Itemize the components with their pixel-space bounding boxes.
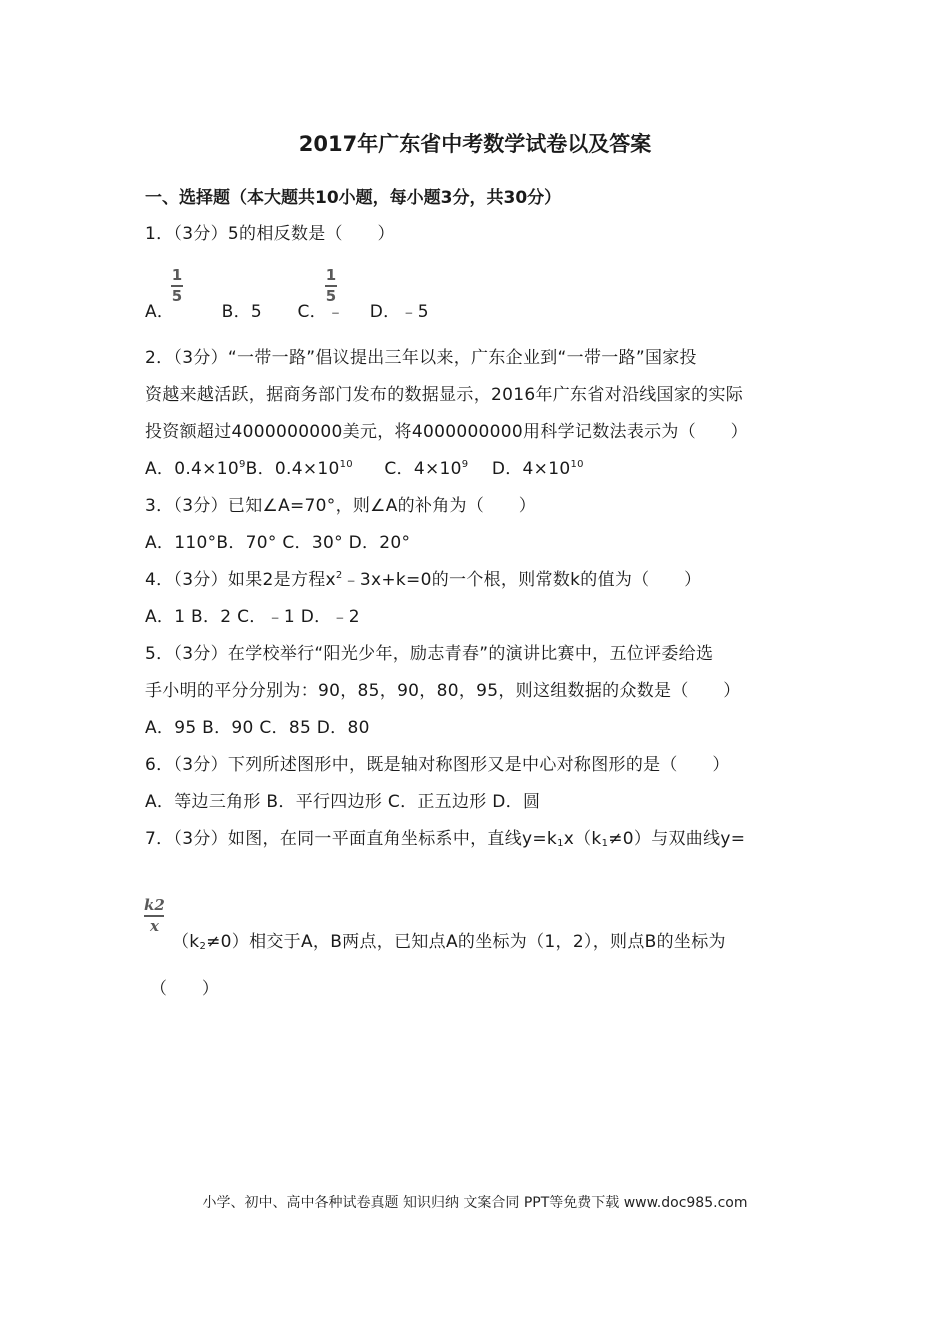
question-7-answer-blank: （ ） (150, 979, 220, 999)
question-2-line-1: 2．（3分）“一带一路”倡议提出三年以来，广东企业到“一带一路”国家投 (145, 348, 697, 368)
question-5-options: A．95 B．90 C．85 D．80 (145, 718, 370, 738)
option-c: C．$4\times 10^9$ (384, 459, 469, 479)
question-4-options: A．1 B．2 C．﹣1 D．﹣2 (145, 607, 360, 627)
fraction-one-fifth-a: 1 5 (171, 266, 183, 305)
question-2-options (145, 454, 584, 479)
question-6-stem: 6．（3分）下列所述图形中，既是轴对称图形又是中心对称图形的是（ ） (145, 755, 730, 775)
fraction-k2-over-x: k2 x (144, 896, 165, 935)
document-title: 2017年广东省中考数学试卷以及答案 (298, 132, 652, 156)
option-c-label: C．﹣ (297, 302, 345, 322)
option-b: B．$0.4\times 10^{10}$ (245, 459, 353, 479)
question-5-line-1: 5．（3分）在学校举行“阳光少年，励志青春”的演讲比赛中，五位评委给选 (145, 644, 714, 664)
question-6-options: A．等边三角形 B．平行四边形 C．正五边形 D．圆 (145, 792, 541, 812)
option-b: B．5 (221, 302, 263, 322)
question-1-options (145, 297, 429, 322)
question-5-line-2: 手小明的平分分别为：90，85，90，80，95，则这组数据的众数是（ ） (145, 681, 741, 701)
fraction-one-fifth-c: 1 5 (325, 266, 337, 305)
option-d: D．$4\times 10^{10}$ (491, 459, 584, 479)
option-a-label: A． (145, 302, 175, 322)
question-1-stem: 1．（3分）5的相反数是（ ） (145, 224, 395, 244)
question-3-options: A．110°B．70° C．30° D．20° (145, 533, 411, 553)
question-2-line-3: 投资额超过4000000000美元，将4000000000用科学记数法表示为（ ） (145, 422, 748, 442)
question-2-line-2: 资越来越活跃，据商务部门发布的数据显示，2016年广东省对沿线国家的实际 (145, 385, 744, 405)
page-footer: 小学、初中、高中各种试卷真题 知识归纳 文案合同 PPT等免费下载 www.doc985.com (202, 1195, 748, 1211)
option-d: D．﹣5 (369, 302, 429, 322)
question-3-stem: 3．（3分）已知∠A=70°，则∠A的补角为（ ） (145, 496, 537, 516)
section-heading: 一、选择题（本大题共10小题，每小题3分，共30分） (145, 188, 562, 208)
question-4-stem: 4．（3分）如果2是方程$x^2﹣3x+k=0$的一个根，则常数k的值为（ ） (145, 570, 702, 590)
question-7-line-1: 7．（3分）如图，在同一平面直角坐标系中，直线$y=k_1x(k_1\ne 0)$与双曲线y= (145, 829, 746, 849)
option-a: A．$0.4\times 10^9$ (145, 459, 246, 479)
question-7-line-2: $(k_2\ne 0)$相交于A，B两点，已知点A的坐标为（1，2），则点B的坐标为 (172, 932, 726, 952)
